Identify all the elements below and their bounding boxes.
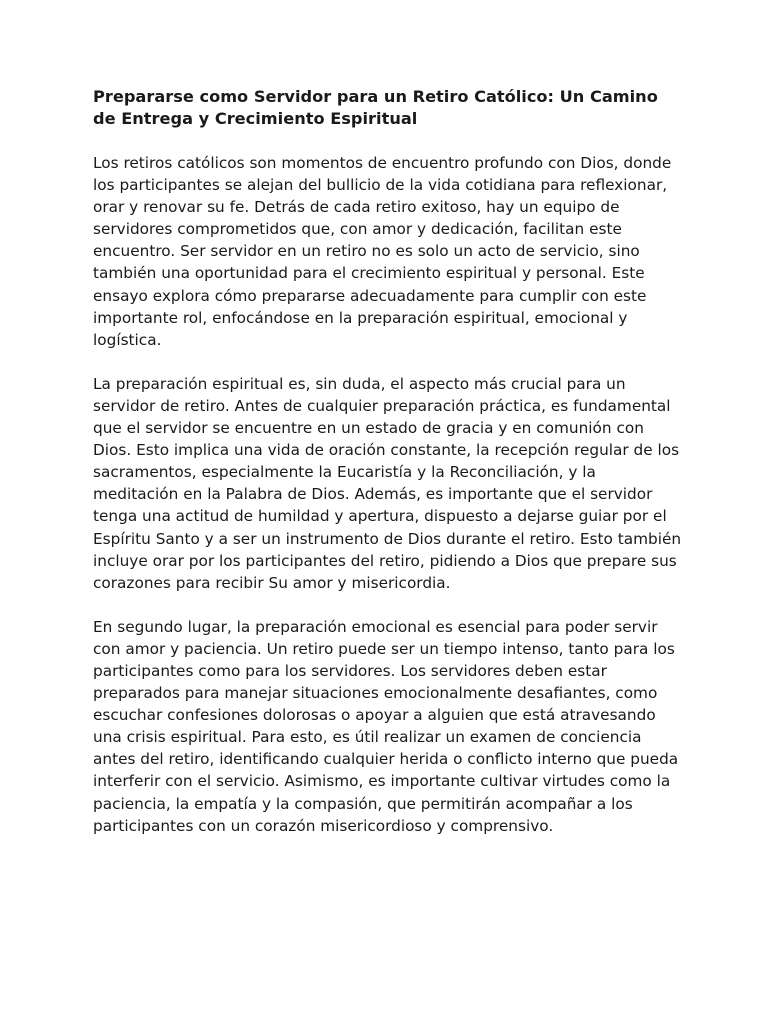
- document-body: [93, 86, 685, 859]
- paragraph-intro: Los retiros católicos son momentos de encuentro profundo con Dios, donde los participantes se alejan del bullicio de la vida cotidiana para reflexionar, orar y renovar su fe. Detrás de cada retiro exitoso, hay un equipo de servidores comprometidos que, con amor y dedicación, facilitan este encuentro. Ser servidor en un retiro no es solo un acto de servicio, sino también una oportunidad para el crecimiento espiritual y personal. Este ensayo explora cómo prepararse adecuadamente para cumplir con este importante rol, enfocándose en la preparación espiritual, emocional y logística.: [93, 154, 672, 349]
- paragraph-emotional-preparation: En segundo lugar, la preparación emocional es esencial para poder servir con amor y paciencia. Un retiro puede ser un tiempo intenso, tanto para los participantes como para los servidores. Los servidores deben estar preparados para manejar situaciones emocionalmente desafiantes, como escuchar confesiones dolorosas o apoyar a alguien que está atravesando una crisis espiritual. Para esto, es útil realizar un examen de conciencia antes del retiro, identificando cualquier herida o conflicto interno que pueda interferir con el servicio. Asimismo, es importante cultivar virtudes como la paciencia, la empatía y la compasión, que permitirán acompañar a los participantes con un corazón misericordioso y comprensivo.: [93, 617, 679, 835]
- document-title: Prepararse como Servidor para un Retiro Católico: Un Camino de Entrega y Crecimiento Espiritual: [93, 87, 658, 128]
- paragraph-spiritual-preparation: La preparación espiritual es, sin duda, el aspecto más crucial para un servidor de retiro. Antes de cualquier preparación práctica, es fundamental que el servidor se encuentre en un estado de gracia y en comunión con Dios. Esto implica una vida de oración constante, la recepción regular de los sacramentos, especialmente la Eucaristía y la Reconciliación, y la meditación en la Palabra de Dios. Además, es importante que el servidor tenga una actitud de humildad y apertura, dispuesto a dejarse guiar por el Espíritu Santo y a ser un instrumento de Dios durante el retiro. Esto también incluye orar por los participantes del retiro, pidiendo a Dios que prepare sus corazones para recibir Su amor y misericordia.: [93, 374, 682, 592]
